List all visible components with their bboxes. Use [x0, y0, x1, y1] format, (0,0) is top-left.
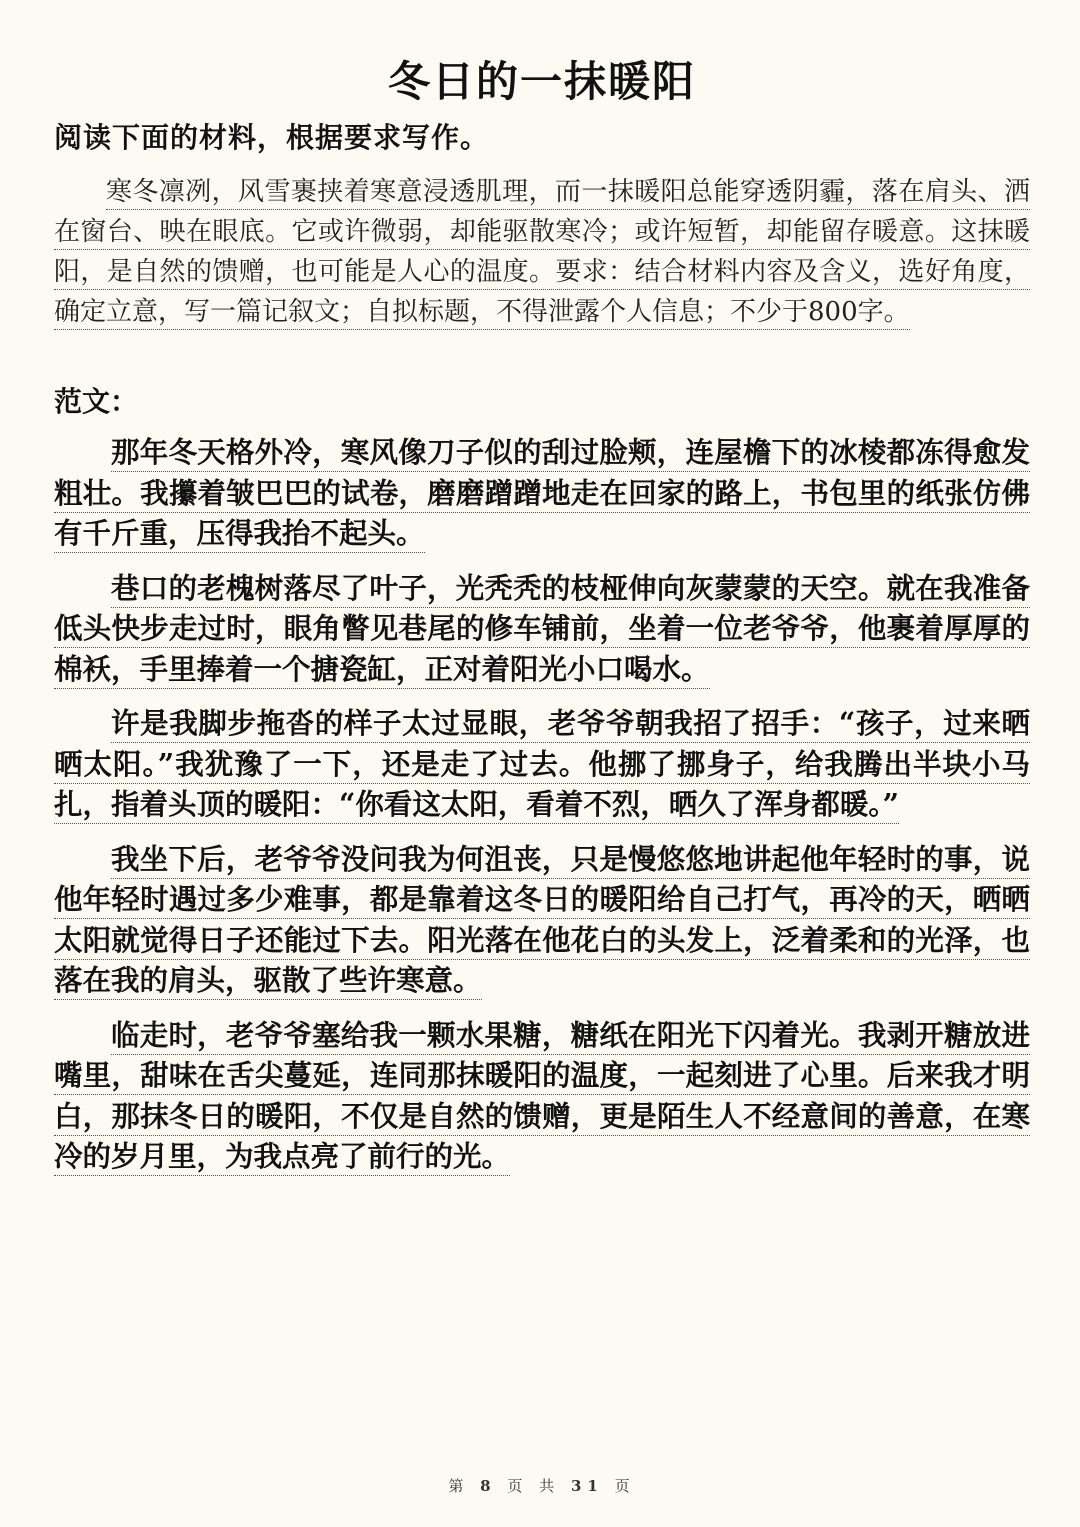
- footer-prefix: 第: [448, 1477, 470, 1495]
- sample-essay: [54, 432, 1030, 1191]
- writing-prompt: [54, 172, 1030, 332]
- essay-paragraph: [54, 703, 1030, 825]
- essay-paragraph: [54, 432, 1030, 554]
- writing-instruction: 阅读下面的材料，根据要求写作。: [54, 121, 490, 154]
- page-title: 冬日的一抹暖阳: [387, 57, 696, 106]
- essay-paragraph-text: 临走时，老爷爷塞给我一颗水果糖，糖纸在阳光下闪着光。我剥开糖放进嘴里，甜味在舌尖蔓延，连同那抹暖阳的温度，一起刻进了心里。后来我才明白，那抹冬日的暖阳，不仅是自然的馈赠，更是陌生人不经意间的善意，在寒冷的岁月里，为我点亮了前行的光。: [54, 1018, 1030, 1177]
- essay-paragraph-text: 许是我脚步拖沓的样子太过显眼，老爷爷朝我招了招手：“孩子，过来晒晒太阳。”我犹豫了一下，还是走了过去。他挪了挪身子，给我腾出半块小马扎，指着头顶的暖阳：“你看这太阳，看着不烈，晒久了浑身都暖。”: [54, 706, 1030, 824]
- footer-total-pages: 31: [570, 1477, 604, 1495]
- footer-current-page: 8: [480, 1477, 497, 1495]
- document-page: [54, 0, 1030, 1527]
- page-number-footer: [54, 1476, 1030, 1496]
- essay-paragraph-text: 我坐下后，老爷爷没问我为何沮丧，只是慢悠悠地讲起他年轻时的事，说他年轻时遇过多少难事，都是靠着这冬日的暖阳给自己打气，再冷的天，晒晒太阳就觉得日子还能过下去。阳光落在他花白的头发上，泛着柔和的光泽，也落在我的肩头，驱散了些许寒意。: [54, 842, 1030, 1001]
- essay-paragraph: [54, 568, 1030, 690]
- essay-label: 范文：: [54, 385, 139, 418]
- essay-paragraph-text: 那年冬天格外冷，寒风像刀子似的刮过脸颊，连屋檐下的冰棱都冻得愈发粗壮。我攥着皱巴巴的试卷，磨磨蹭蹭地走在回家的路上，书包里的纸张仿佛有千斤重，压得我抬不起头。: [54, 435, 1030, 553]
- essay-paragraph: [54, 839, 1030, 1001]
- essay-paragraph: [54, 1015, 1030, 1177]
- essay-paragraph-text: 巷口的老槐树落尽了叶子，光秃秃的枝桠伸向灰蒙蒙的天空。就在我准备低头快步走过时，眼角瞥见巷尾的修车铺前，坐着一位老爷爷，他裹着厚厚的棉袄，手里捧着一个搪瓷缸，正对着阳光小口喝水。: [54, 571, 1030, 689]
- footer-middle: 页 共: [507, 1477, 561, 1495]
- writing-prompt-text: 寒冬凛冽，风雪裹挟着寒意浸透肌理，而一抹暖阳总能穿透阴霾，落在肩头、洒在窗台、映在眼底。它或许微弱，却能驱散寒冷；或许短暂，却能留存暖意。这抹暖阳，是自然的馈赠，也可能是人心的温度。要求：结合材料内容及含义，选好角度，确定立意，写一篇记叙文；自拟标题，不得泄露个人信息；不少于800字。: [54, 177, 1030, 330]
- footer-suffix: 页: [614, 1477, 636, 1495]
